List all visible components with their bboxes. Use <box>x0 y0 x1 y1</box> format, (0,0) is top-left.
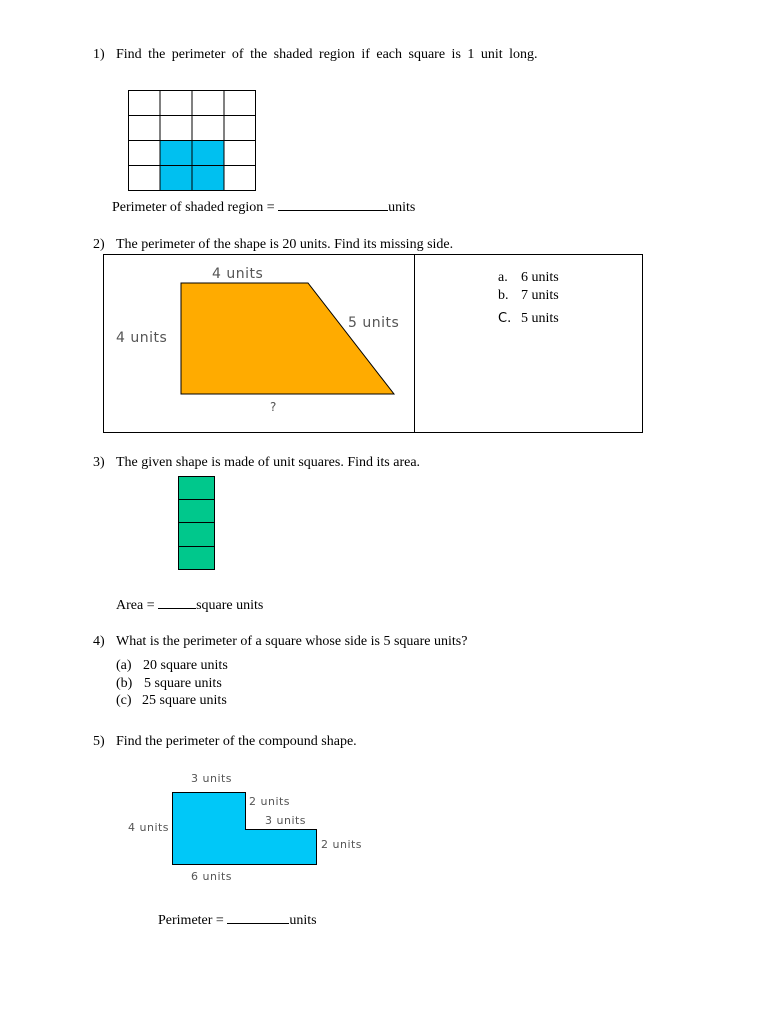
answer-prefix: Perimeter of shaded region = <box>112 200 275 215</box>
option-b[interactable] <box>116 676 222 692</box>
answer-line <box>116 596 263 614</box>
question-text: The given shape is made of unit squares. Find its area. <box>116 455 421 470</box>
option-letter: (c) <box>116 693 132 708</box>
question-text: The perimeter of the shape is 20 units. Find its missing side. <box>116 237 454 252</box>
option-c[interactable] <box>498 311 559 327</box>
unit-grid <box>128 90 257 191</box>
label-left: 4 units <box>116 330 168 346</box>
compound-shape <box>172 792 318 866</box>
answer-suffix: units <box>388 200 416 215</box>
option-letter: (a) <box>116 658 132 673</box>
answer-line <box>158 911 317 929</box>
option-text: 20 square units <box>143 658 228 673</box>
option-c[interactable] <box>116 693 227 709</box>
label-step-horizontal: 3 units <box>265 814 307 827</box>
question-text: What is the perimeter of a square whose side is 5 square units? <box>116 634 468 649</box>
answer-prefix: Perimeter = <box>158 913 224 928</box>
label-slant: 5 units <box>348 315 400 331</box>
question-text: Find the perimeter of the shaded region if each square is 1 unit long. <box>116 47 538 62</box>
answer-blank[interactable] <box>227 911 289 924</box>
label-top: 3 units <box>191 772 233 785</box>
label-top: 4 units <box>212 266 264 282</box>
trapezoid-shape <box>181 283 394 394</box>
question-2-frame <box>103 254 644 434</box>
option-letter: a. <box>498 270 508 285</box>
label-bottom: 6 units <box>191 870 233 883</box>
question-number: 5) <box>93 734 105 749</box>
option-a[interactable] <box>116 658 228 674</box>
question-number: 1) <box>93 47 105 62</box>
label-right: 2 units <box>321 838 363 851</box>
option-letter: C. <box>498 311 512 326</box>
option-b[interactable] <box>498 288 559 304</box>
answer-line <box>112 198 415 216</box>
answer-blank[interactable] <box>158 596 196 609</box>
question-number: 2) <box>93 237 105 252</box>
question-number: 4) <box>93 634 105 649</box>
option-text: 25 square units <box>142 693 227 708</box>
option-text: 5 square units <box>144 676 222 691</box>
question-number: 3) <box>93 455 105 470</box>
answer-suffix: square units <box>196 598 264 613</box>
answer-blank[interactable] <box>278 198 388 211</box>
label-left: 4 units <box>128 821 170 834</box>
label-step-vertical: 2 units <box>249 795 291 808</box>
label-bottom: ? <box>270 400 277 414</box>
option-text: 5 units <box>521 311 559 326</box>
option-text: 7 units <box>521 288 559 303</box>
question-text: Find the perimeter of the compound shape. <box>116 734 357 749</box>
option-letter: b. <box>498 288 509 303</box>
option-text: 6 units <box>521 270 559 285</box>
option-letter: (b) <box>116 676 133 691</box>
answer-prefix: Area = <box>116 598 155 613</box>
unit-squares-column <box>178 476 216 571</box>
option-a[interactable] <box>498 270 559 286</box>
answer-suffix: units <box>289 913 317 928</box>
